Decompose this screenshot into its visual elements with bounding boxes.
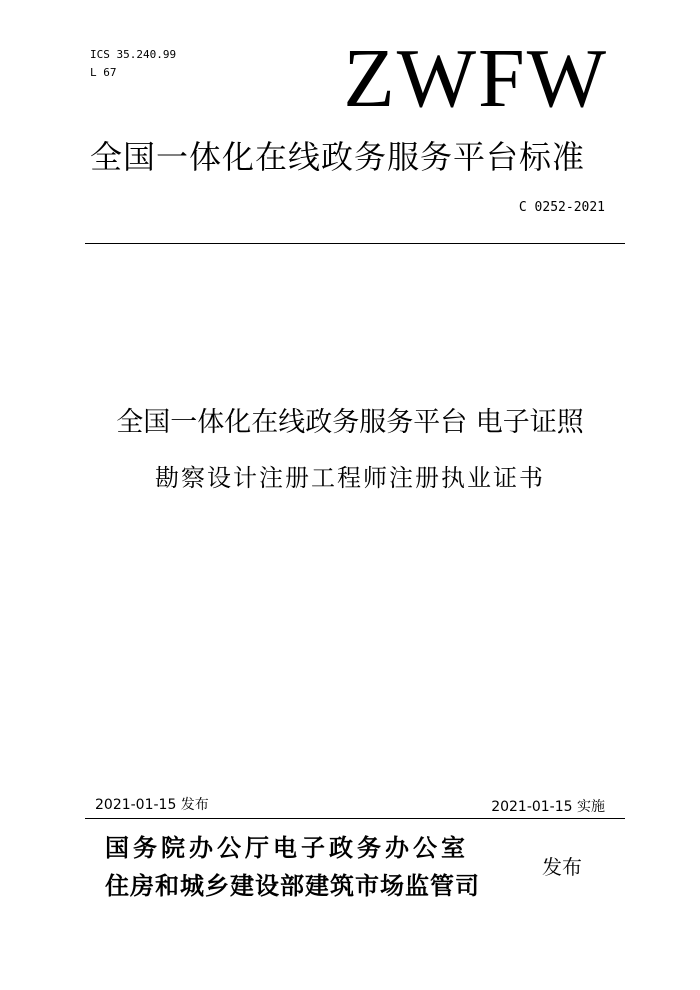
standard-title: 全国一体化在线政务服务平台标准 — [90, 138, 586, 176]
issuing-organization-1: 国务院办公厅电子政务办公室 — [105, 833, 469, 862]
bottom-divider — [85, 818, 625, 819]
implement-date: 2021-01-15 实施 — [491, 799, 605, 815]
issue-date: 2021-01-15 发布 — [95, 797, 209, 813]
issuing-organization-2: 住房和城乡建设部建筑市场监管司 — [105, 871, 480, 900]
top-divider — [85, 243, 625, 244]
document-subtitle: 勘察设计注册工程师注册执业证书 — [155, 464, 545, 492]
ccs-code: L 67 — [90, 66, 117, 79]
standard-code: C 0252-2021 — [518, 200, 605, 215]
zwfw-logo: ZWFW — [343, 32, 608, 125]
document-title: 全国一体化在线政务服务平台 电子证照 — [116, 407, 584, 438]
ics-code: ICS 35.240.99 — [90, 48, 177, 61]
publish-label: 发布 — [542, 855, 582, 879]
